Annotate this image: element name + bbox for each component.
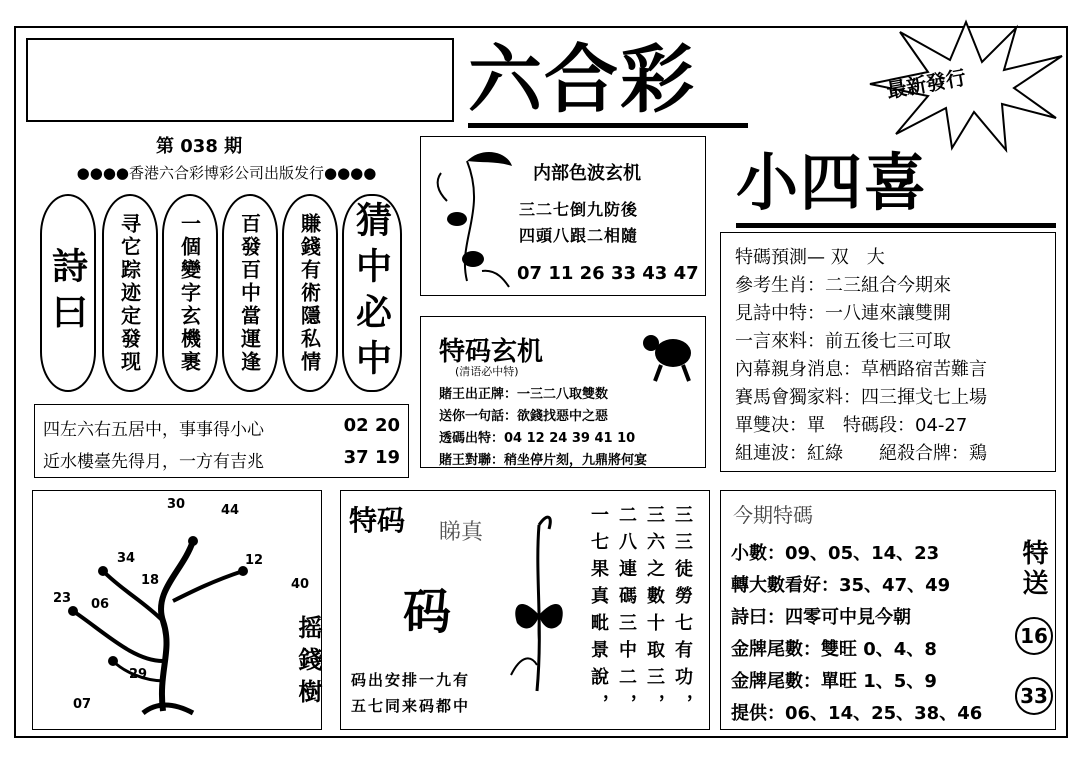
this-issue-line: 小數：09、05、14、23 bbox=[731, 543, 940, 564]
couplet-text: 近水樓臺先得月，一方有吉兆 bbox=[43, 452, 264, 472]
circled-number: 33 bbox=[1015, 677, 1053, 715]
special-title: 特码玄机 bbox=[439, 337, 544, 367]
code-line: 五七同来码都中 bbox=[351, 697, 471, 715]
tree-number: 29 bbox=[129, 667, 148, 682]
publisher-line: ●●●●香港六合彩博彩公司出版发行●●●● bbox=[76, 164, 377, 182]
code-column: 三三徒勞七有功， bbox=[672, 505, 693, 721]
code-subtitle: 睇真 bbox=[439, 520, 484, 545]
prediction-line: 內幕親身消息：草栖路宿苦難言 bbox=[735, 359, 987, 380]
issue-number: 第 038 期 bbox=[156, 136, 243, 157]
prediction-line: 賽馬會獨家料：四三揮戈七上場 bbox=[735, 387, 987, 408]
prediction-line: 一言來料：前五後七三可取 bbox=[735, 331, 951, 352]
newspaper-page bbox=[14, 26, 1068, 738]
special-line: 賭王對聯：稍坐停片刻，九鼎將何宴 bbox=[439, 453, 648, 468]
couplet-numbers: 02 20 bbox=[343, 415, 400, 436]
this-issue-title: 今期特碼 bbox=[733, 503, 813, 527]
code-line: 码出安排一九有 bbox=[351, 671, 471, 689]
tree-number: 12 bbox=[245, 553, 264, 568]
code-column: 一七果真毗景說， bbox=[588, 505, 609, 721]
tree-number: 44 bbox=[221, 503, 240, 518]
circled-number: 16 bbox=[1015, 617, 1053, 655]
money-tree-icon bbox=[53, 501, 283, 723]
code-columns bbox=[589, 505, 695, 721]
money-tree-box bbox=[32, 490, 322, 730]
special-line: 送你一句話：欲錢找惡中之惡 bbox=[439, 409, 609, 424]
poem-line: 一個變字玄機裹 bbox=[162, 194, 218, 392]
couplet-numbers: 37 19 bbox=[343, 447, 400, 468]
inner-color-box bbox=[420, 136, 706, 296]
code-big-char: 码 bbox=[403, 584, 452, 640]
inner-title: 内部色波玄机 bbox=[533, 163, 641, 184]
prediction-line: 組連波：紅綠 絕殺合牌：鶏 bbox=[735, 443, 987, 464]
special-send-label: 特送 bbox=[1018, 539, 1048, 599]
poem-label: 詩曰 bbox=[40, 194, 96, 392]
this-issue-line: 詩曰：四零可中見今朝 bbox=[731, 607, 911, 628]
couplets-box bbox=[34, 404, 409, 478]
inner-line: 三二七倒九防後 bbox=[519, 200, 639, 219]
prediction-line: 見詩中特：一八連來讓雙開 bbox=[735, 303, 951, 324]
guess-label: 猜中必中 bbox=[342, 194, 402, 392]
code-column: 三六之數十取三， bbox=[644, 505, 665, 721]
code-column: 二八連碼三中二， bbox=[616, 505, 637, 721]
tree-number: 18 bbox=[141, 573, 160, 588]
inner-numbers: 07 11 26 33 43 47 bbox=[517, 263, 699, 284]
this-issue-line: 金牌尾數：雙旺 0、4、8 bbox=[731, 639, 937, 660]
tree-number: 30 bbox=[167, 497, 186, 512]
code-box bbox=[340, 490, 710, 730]
brand-title: 六合彩 bbox=[468, 36, 748, 128]
this-issue-line: 提供：06、14、25、38、46 bbox=[731, 703, 983, 724]
this-issue-line: 轉大數看好：35、47、49 bbox=[731, 575, 951, 596]
prediction-line: 參考生肖：二三組合今期來 bbox=[735, 275, 951, 296]
prediction-line: 特碼預測— 双 大 bbox=[735, 247, 885, 268]
poem-line: 百發百中當運逢 bbox=[222, 194, 278, 392]
orchid-icon bbox=[427, 141, 517, 291]
tree-number: 34 bbox=[117, 551, 136, 566]
poem-line: 賺錢有術隱私情 bbox=[282, 194, 338, 392]
secondary-title: 小四喜 bbox=[736, 148, 1056, 228]
tree-number: 07 bbox=[73, 697, 92, 712]
prediction-line: 單雙决：單 特碼段：04-27 bbox=[735, 415, 968, 436]
tree-number: 06 bbox=[91, 597, 110, 612]
special-code-box bbox=[420, 316, 706, 468]
tree-number: 23 bbox=[53, 591, 72, 606]
couplet-text: 四左六右五居中，事事得小心 bbox=[43, 420, 264, 440]
poem-line: 寻它踪迹定發现 bbox=[102, 194, 158, 392]
flower-icon bbox=[491, 505, 587, 695]
latest-release-badge: 最新發行 bbox=[884, 65, 968, 103]
tree-number: 40 bbox=[291, 577, 310, 592]
special-subtitle: (清语必中特) bbox=[455, 365, 519, 378]
code-title: 特码 bbox=[349, 504, 406, 537]
special-line: 透碼出特：04 12 24 39 41 10 bbox=[439, 431, 636, 446]
money-tree-label: 摇錢樹 bbox=[294, 615, 323, 711]
this-issue-box bbox=[720, 490, 1056, 730]
monkey-icon bbox=[633, 325, 697, 383]
this-issue-line: 金牌尾數：單旺 1、5、9 bbox=[731, 671, 937, 692]
prediction-box bbox=[720, 232, 1056, 472]
inner-line: 四頭八跟二相隨 bbox=[519, 226, 639, 245]
special-line: 賭王出正牌：一三二八取雙数 bbox=[439, 387, 609, 402]
blank-header-box bbox=[26, 38, 454, 122]
